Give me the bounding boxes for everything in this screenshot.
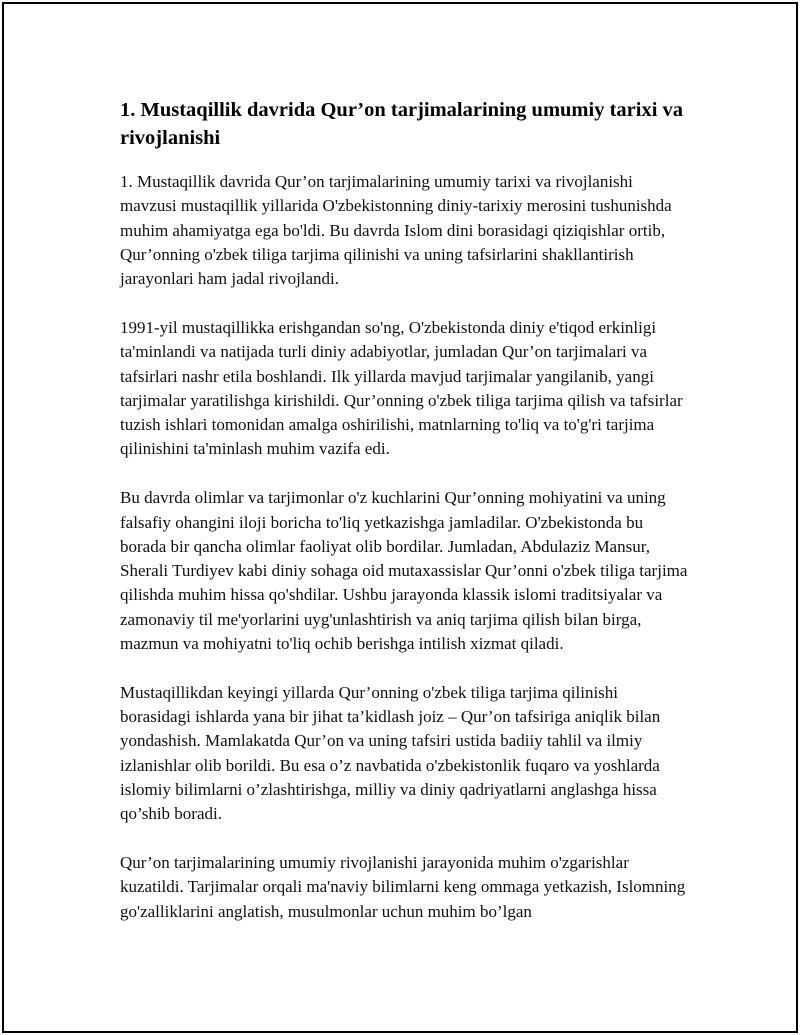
paragraph-5: Qur’on tarjimalarining umumiy rivojlanishi jarayonida muhim o'zgarishlar kuzatildi. Tarjimalar orqali ma'naviy bilimlarni keng ommaga yetkazish, Islomning go'zalliklarini anglatish, musulmonlar uchun muhim bo’lgan	[120, 853, 686, 921]
section-heading: 1. Mustaqillik davrida Qur’on tarjimalarining umumiy tarixi va rivojlanishi	[120, 99, 684, 149]
document-body	[120, 96, 692, 949]
paragraph-4: Mustaqillikdan keyingi yillarda Qur’onning o'zbek tiliga tarjima qilinishi borasidagi ishlarda yana bir jihat ta’kidlash joiz – Qur’on tafsiriga aniqlik bilan yondashish. Mamlakatda Qur’on va uning tafsiri ustida badiiy tahlil va ilmiy izlanishlar olib borildi. Bu esa o’z navbatida o'zbekistonlik fuqaro va yoshlarda islomiy bilimlarni o’zlashtirishga, milliy va diniy qadriyatlarni anglashga hissa qo’shib boradi.	[120, 682, 661, 824]
paragraph-1: 1. Mustaqillik davrida Qur’on tarjimalarining umumiy tarixi va rivojlanishi mavzusi mustaqillik yillarida O'zbekistonning diniy-tarixiy merosini tushunishda muhim ahamiyatga ega bo'ldi. Bu davrda Islom dini borasidagi qiziqishlar ortib, Qur’onning o'zbek tiliga tarjima qilinishi va uning tafsirlarini shakllantirish jarayonlari ham jadal rivojlandi.	[120, 172, 672, 289]
page-frame	[2, 2, 798, 1033]
paragraph-2: 1991-yil mustaqillikka erishgandan so'ng, O'zbekistonda diniy e'tiqod erkinligi ta'minlandi va natijada turli diniy adabiyotlar, jumladan Qur’on tarjimalari va tafsirlari nashr etila boshlandi. Ilk yillarda mavjud tarjimalar yangilanib, yangi tarjimalar yaratilishga kirishildi. Qur’onning o'zbek tiliga tarjima qilish va tafsirlar tuzish ishlari tomonidan amalga oshirilishi, matnlarning to'liq va to'g'ri tarjima qilinishini ta'minlash muhim vazifa edi.	[120, 317, 683, 459]
paragraph-3: Bu davrda olimlar va tarjimonlar o'z kuchlarini Qur’onning mohiyatini va uning falsafiy ohangini iloji boricha to'liq yetkazishga jamladilar. O'zbekistonda bu borada bir qancha olimlar faoliyat olib bordilar. Jumladan, Abdulaziz Mansur, Sherali Turdiyev kabi diniy sohaga oid mutaxassislar Qur’onni o'zbek tiliga tarjima qilishda muhim hissa qo'shdilar. Ushbu jarayonda klassik islomi traditsiyalar va zamonaviy til me'yorlarini uyg'unlashtirish va aniq tarjima qilish bilan birga, mazmun va mohiyatni to'liq ochib berishga intilish xizmat qiladi.	[120, 488, 688, 654]
